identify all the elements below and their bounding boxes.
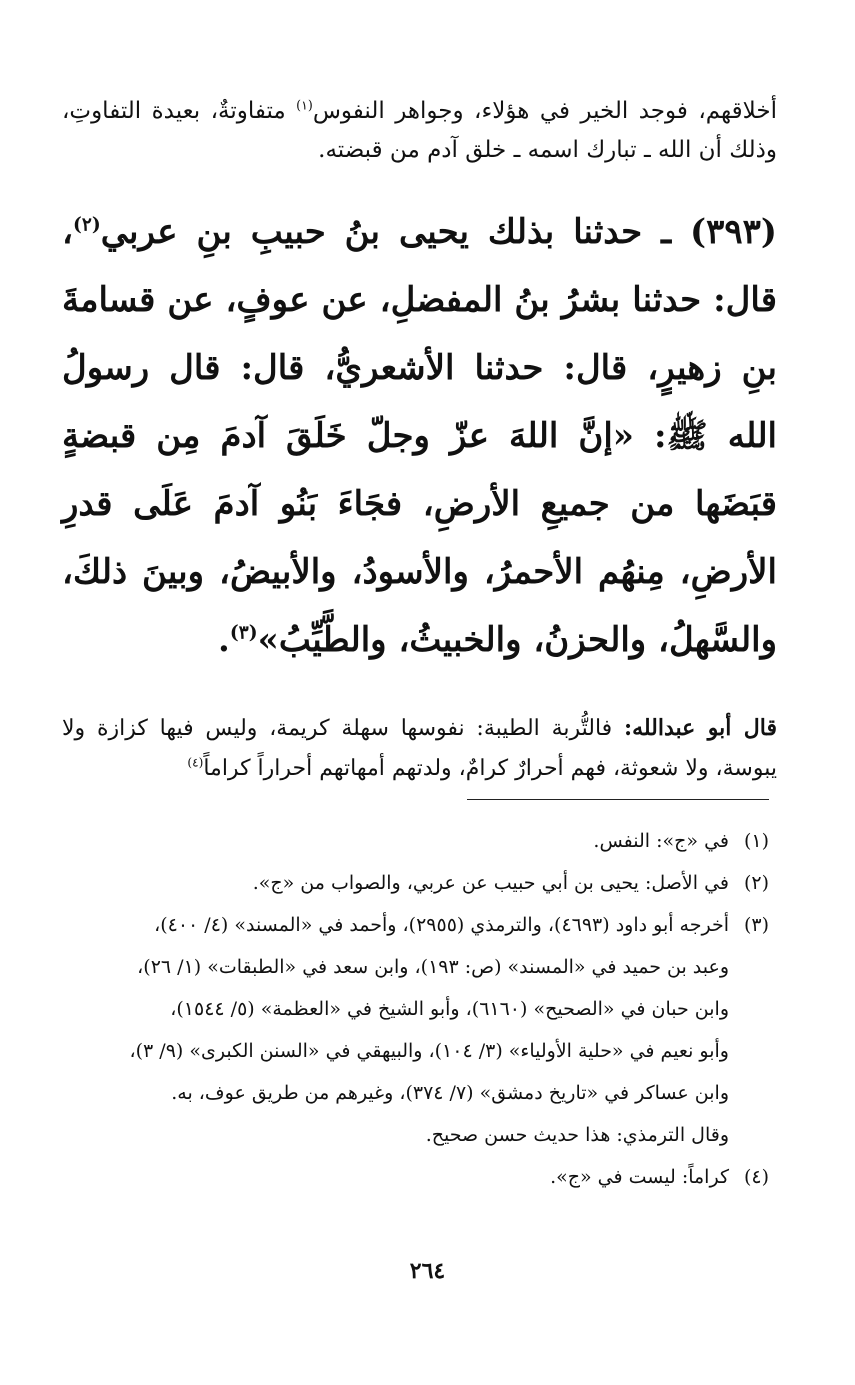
- footnote-1: [62, 820, 769, 862]
- footnote-3-line-5: وابن عساكر في «تاريخ دمشق» (٧/ ٣٧٤)، وغيرهم من طريق عوف، به.: [171, 1082, 729, 1104]
- hadith-paragraph: [62, 198, 777, 674]
- footnote-4: [62, 1156, 769, 1198]
- footnote-ref-3[interactable]: (٣): [229, 621, 258, 644]
- intro-paragraph: [62, 92, 777, 170]
- footnote-ref-4[interactable]: (٤): [187, 755, 204, 770]
- footnote-number: (٢): [743, 872, 769, 894]
- hadith-text: ، قال: حدثنا بشرُ بنُ المفضلِ، عن عوفٍ، عن قسامةَ بنِ زهيرٍ، قال: حدثنا الأشعريُّ، قال: قال رسولُ الله ﷺ: «إنَّ اللهَ عزّ وجلّ خَلَقَ آدمَ مِن قبضةٍ قبَضَها من جميعِ الأرضِ، فجَاءَ بَنُو آدمَ عَلَى قدرِ الأرضِ، مِنهُم الأحمرُ، والأسودُ، والأبيضُ، وبينَ ذلكَ، والسَّهلُ، والحزنُ، والخبيثُ، والطَّيِّبُ»: [62, 212, 777, 660]
- footnote-ref-2[interactable]: (٢): [72, 213, 101, 236]
- footnote-text: في «ج»: النفس.: [593, 830, 729, 852]
- commentary-paragraph: [62, 708, 777, 789]
- footnote-2: [62, 862, 769, 904]
- footnote-text: أخرجه أبو داود (٤٦٩٣)، والترمذي (٢٩٥٥)، وأحمد في «المسند» (٤/ ٤٠٠)،: [154, 914, 729, 936]
- footnotes: [62, 820, 769, 1198]
- footnote-3: [62, 904, 769, 946]
- footnote-number: (٤): [743, 1166, 769, 1188]
- footnote-ref-1[interactable]: (١): [296, 97, 313, 113]
- hadith-end: .: [218, 620, 230, 660]
- commentary-text: فالتُّربة الطيبة: نفوسها سهلة كريمة، وليس فيها كزازة ولا يبوسة، ولا شعوثة، فهم أحرارٌ كرامٌ، ولدتهم أمهاتهم أحراراً كراماً: [62, 716, 777, 781]
- footnote-3-line-2: وعبد بن حميد في «المسند» (ص: ١٩٣)، وابن سعد في «الطبقات» (١/ ٢٦)،: [137, 956, 729, 978]
- footnote-3-line-4: وأبو نعيم في «حلية الأولياء» (٣/ ١٠٤)، والبيهقي في «السنن الكبرى» (٩/ ٣)،: [129, 1040, 729, 1062]
- page-number: ٢٦٤: [409, 1258, 446, 1284]
- footnote-3-line-3: وابن حبان في «الصحيح» (٦١٦٠)، وأبو الشيخ في «العظمة» (٥/ ١٥٤٤)،: [170, 998, 729, 1020]
- hadith-number: (٣٩٣): [690, 212, 777, 252]
- footnote-separator: [467, 799, 769, 800]
- hadith-chain-start: ـ حدثنا بذلك يحيى بنُ حبيبِ بنِ عربي: [100, 212, 691, 252]
- footnote-number: (٣): [743, 914, 769, 936]
- intro-text-2: متفاوتةٌ، بعيدة التفاوتِ، وذلك أن الله ـ تبارك اسمه ـ خلق آدم من قبضته.: [62, 98, 777, 163]
- commentary-author: قال أبو عبدالله:: [623, 715, 777, 741]
- footnote-text: كراماً: ليست في «ج».: [550, 1166, 729, 1188]
- footnote-text: في الأصل: يحيى بن أبي حبيب عن عربي، والصواب من «ج».: [252, 872, 729, 894]
- intro-text-1: أخلاقهم، فوجد الخير في هؤلاء، وجواهر النفوس: [312, 98, 777, 124]
- footnote-3-line-6: وقال الترمذي: هذا حديث حسن صحيح.: [425, 1124, 729, 1146]
- footnote-number: (١): [743, 830, 769, 852]
